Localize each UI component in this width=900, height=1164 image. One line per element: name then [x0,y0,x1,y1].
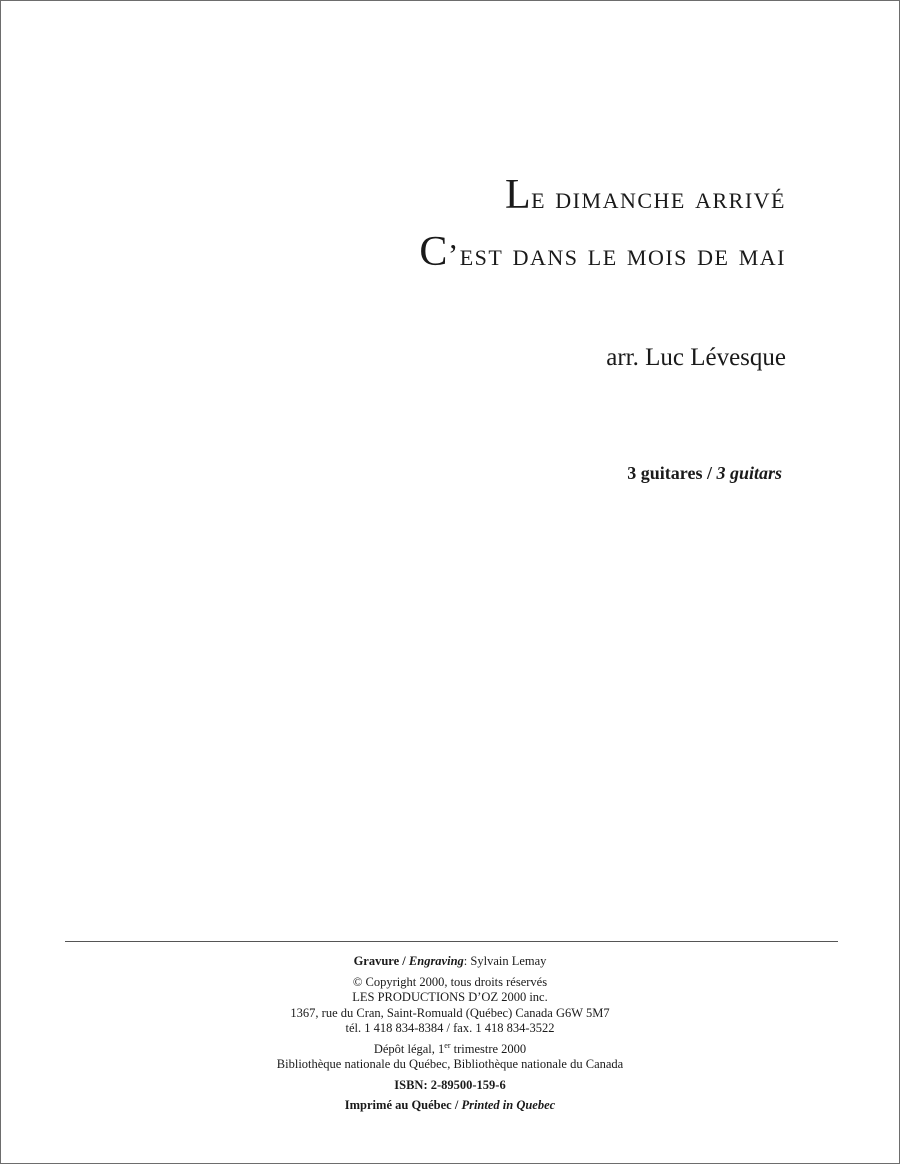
divider-rule [65,941,838,942]
credits-block [0,954,900,1114]
title-line-1 [419,168,786,225]
legal-deposit-prefix: Dépôt légal, 1 [373,1041,445,1056]
isbn-line: ISBN: 2-89500-159-6 [394,1077,506,1092]
legal-deposit-suffix: trimestre 2000 [450,1041,527,1056]
engraving-label-fr: Gravure / [353,954,409,968]
engraving-label-en: Engraving [408,954,464,968]
printed-line [0,1098,900,1114]
title-line-2-initial: C [419,229,448,275]
engraving-credit [0,954,900,970]
legal-deposit [0,1042,900,1058]
legal-deposit-sup: er [444,1040,451,1050]
publisher-name: LES PRODUCTIONS D’OZ 2000 inc. [352,990,548,1004]
publisher-address: 1367, rue du Cran, Saint-Romuald (Québec) Canada G6W 5M7 [290,1005,610,1020]
arranger-credit: arr. Luc Lévesque [606,344,786,371]
title-line-2-text: ’est dans le mois de mai [447,237,786,272]
publisher-phone: tél. 1 418 834-8384 / fax. 1 418 834-3522 [345,1021,555,1035]
printed-en: Printed in Quebec [461,1098,556,1112]
printed-fr: Imprimé au Québec / [344,1098,462,1112]
title-block [419,168,786,282]
instrumentation-french: 3 guitares / [627,463,717,483]
title-line-1-initial: L [504,172,532,218]
title-line-2 [419,225,786,282]
instrumentation [627,463,782,484]
engraving-name: : Sylvain Lemay [463,954,547,968]
libraries-line: Bibliothèque nationale du Québec, Bibliothèque nationale du Canada [276,1057,624,1071]
title-line-1-text: e dimanche arrivé [531,180,786,215]
copyright-line: © Copyright 2000, tous droits réservés [352,974,548,989]
instrumentation-english: 3 guitars [716,463,782,483]
